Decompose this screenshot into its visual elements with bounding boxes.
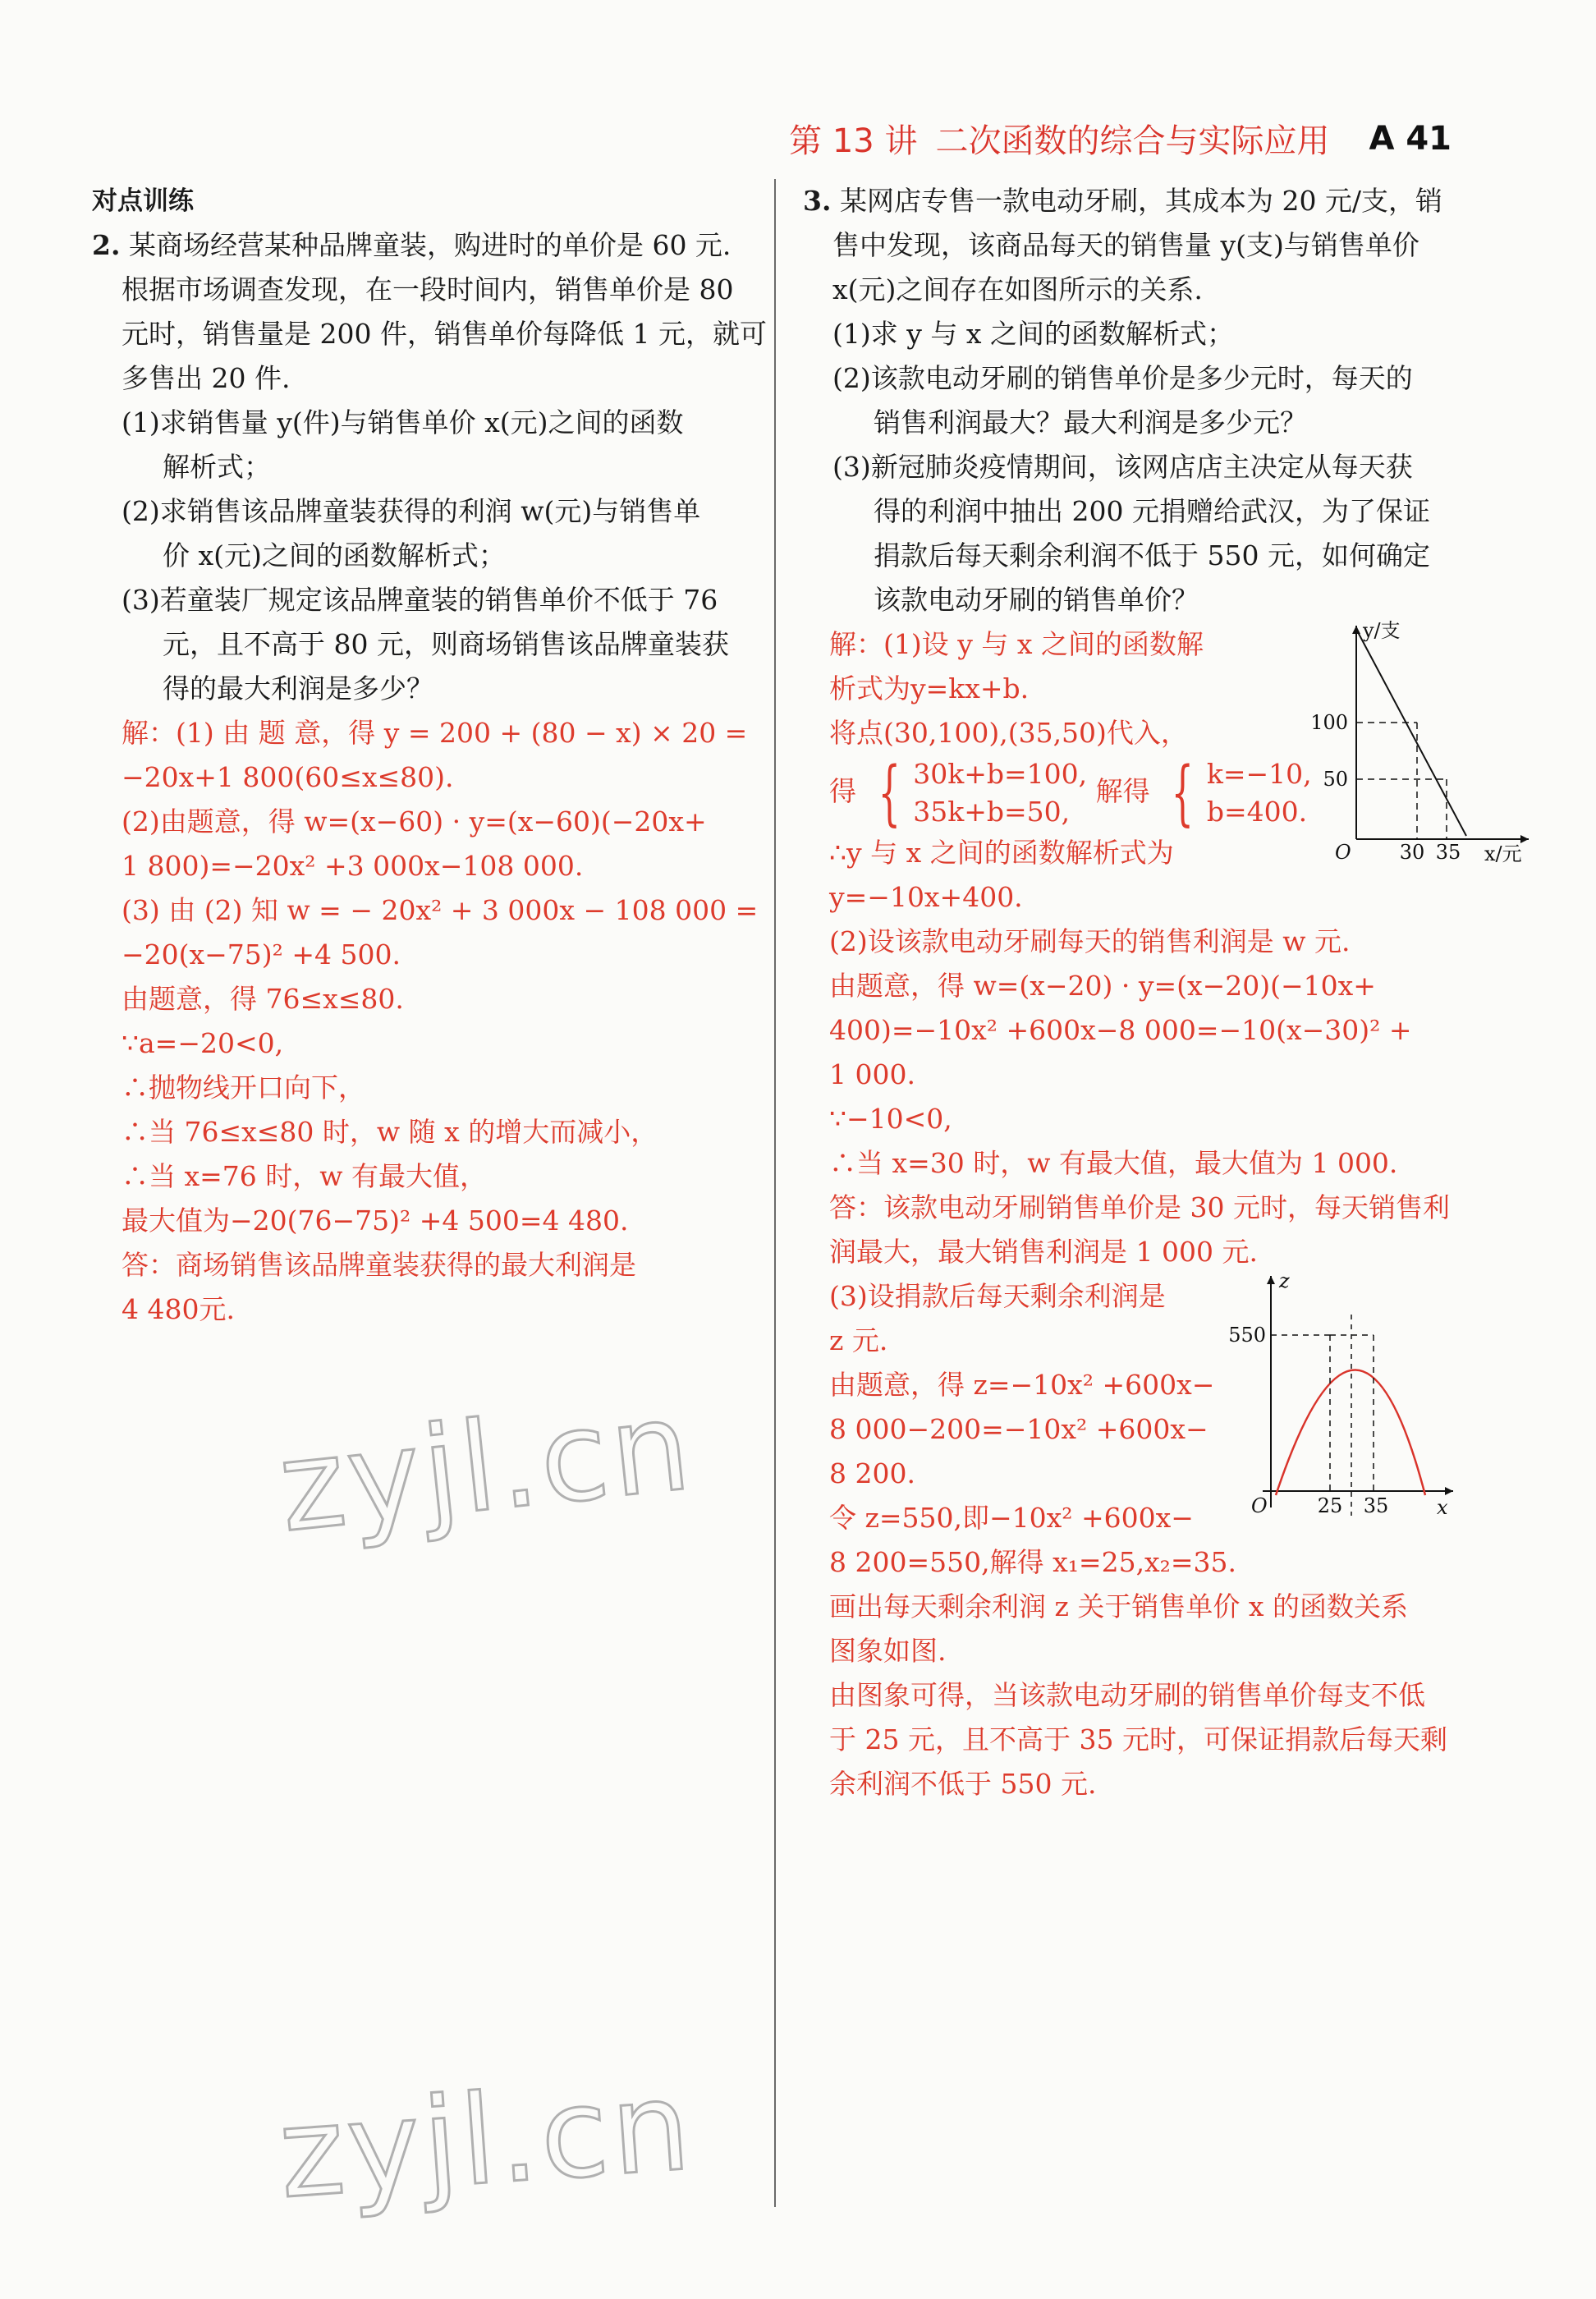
solution-line: y=−10x+400. bbox=[829, 881, 1023, 913]
question-part-line: 销售利润最大？最大利润是多少元？ bbox=[874, 406, 1307, 438]
solution-line: 由题意，得 z=−10x² +600x− bbox=[829, 1369, 1215, 1401]
question-part-line: 捐款后每天剩余利润不低于 550 元，如何确定 bbox=[874, 539, 1430, 571]
watermark: zyjl.cn bbox=[274, 2054, 698, 2227]
question-text-line: 售中发现，该商品每天的销售量 y(支)与销售单价 bbox=[832, 229, 1419, 261]
solution-line: 画出每天剩余利润 z 关于销售单价 x 的函数关系 bbox=[829, 1590, 1408, 1622]
solution-line: ∴当 x=30 时，w 有最大值，最大值为 1 000. bbox=[829, 1147, 1398, 1179]
solution-line: 4 480元. bbox=[122, 1293, 235, 1325]
solution-line: ∴当 76≤x≤80 时，w 随 x 的增大而减小， bbox=[122, 1116, 658, 1148]
equation-system-line bbox=[829, 752, 1312, 834]
equation: b=400. bbox=[1206, 796, 1308, 828]
column-divider bbox=[774, 179, 776, 2207]
x-axis-label: x/元 bbox=[1484, 842, 1522, 865]
de-label: 得 bbox=[829, 775, 856, 807]
equation-system-b bbox=[1158, 752, 1312, 834]
x-tick-label: 30 bbox=[1399, 841, 1424, 864]
page-header bbox=[789, 115, 1452, 162]
solution-line: −20(x−75)² +4 500. bbox=[122, 938, 401, 971]
equation-system-a bbox=[865, 752, 1088, 834]
x-tick-label: 35 bbox=[1363, 1494, 1389, 1517]
solution-line: z 元. bbox=[829, 1324, 888, 1356]
solution-line: 1 000. bbox=[829, 1058, 915, 1090]
question-part-line: 得的最大利润是多少？ bbox=[163, 672, 433, 704]
solution-line: 1 800)=−20x² +3 000x−108 000. bbox=[122, 850, 584, 882]
question-part-line: (1)求销售量 y(件)与销售单价 x(元)之间的函数 bbox=[122, 406, 684, 438]
question-3 bbox=[803, 179, 1460, 622]
solution-line: (3) 由 (2) 知 w = − 20x² + 3 000x − 108 000 = bbox=[122, 894, 759, 926]
lecture-number: 第 13 讲 bbox=[789, 122, 918, 160]
linear-graph bbox=[1309, 617, 1537, 865]
question-part-line: (1)求 y 与 x 之间的函数解析式； bbox=[832, 318, 1234, 350]
question-text-line: 元时，销售量是 200 件，销售单价每降低 1 元，就可 bbox=[122, 318, 767, 350]
solution-line: 将点(30,100),(35,50)代入， bbox=[829, 717, 1188, 749]
question-part-line: 价 x(元)之间的函数解析式； bbox=[163, 539, 506, 571]
equation: 30k+b=100, bbox=[913, 758, 1088, 790]
question-text-line: 某网店专售一款电动牙刷，其成本为 20 元/支，销 bbox=[839, 185, 1443, 217]
right-column bbox=[803, 179, 1522, 1806]
question-part-line: (3)若童装厂规定该品牌童装的销售单价不低于 76 bbox=[122, 584, 718, 616]
solution-line: 答：商场销售该品牌童装获得的最大利润是 bbox=[122, 1249, 636, 1281]
solution-line: −20x+1 800(60≤x≤80). bbox=[122, 761, 454, 793]
solution-line: 图象如图. bbox=[829, 1635, 947, 1667]
question-part-line: 解析式； bbox=[163, 451, 271, 483]
y-tick-label: 50 bbox=[1323, 768, 1348, 791]
solution-line: 400)=−10x² +600x−8 000=−10(x−30)² + bbox=[829, 1014, 1412, 1046]
solution-line: 解：(1) 由 题 意，得 y = 200 + (80 − x) × 20 = bbox=[122, 717, 748, 749]
solution-line: 解：(1)设 y 与 x 之间的函数解 bbox=[829, 628, 1204, 660]
solution-line: 由题意，得 w=(x−20) · y=(x−20)(−10x+ bbox=[829, 970, 1376, 1002]
y-tick-label: 550 bbox=[1228, 1324, 1266, 1347]
solution-line: 8 200=550,解得 x₁=25,x₂=35. bbox=[829, 1546, 1237, 1578]
question-text-line: x(元)之间存在如图所示的关系. bbox=[832, 273, 1203, 305]
question-part-line: (3)新冠肺炎疫情期间，该网店店主决定从每天获 bbox=[832, 451, 1413, 483]
graph-line bbox=[1358, 632, 1466, 836]
equation: 35k+b=50, bbox=[913, 796, 1071, 828]
x-axis-arrow-icon bbox=[1445, 1487, 1453, 1495]
lecture-topic: 二次函数的综合与实际应用 bbox=[935, 122, 1330, 160]
left-brace-icon: { bbox=[878, 752, 901, 834]
y-axis-arrow-icon bbox=[1352, 626, 1360, 634]
solution-line: 余利润不低于 550 元. bbox=[829, 1768, 1097, 1800]
watermark: zyjl.cn bbox=[273, 1374, 699, 1560]
solution-line: 8 200. bbox=[829, 1457, 915, 1489]
y-tick-label: 100 bbox=[1309, 711, 1348, 734]
question-part-line: (2)该款电动牙刷的销售单价是多少元时，每天的 bbox=[832, 362, 1413, 394]
parabola-graph bbox=[1222, 1269, 1460, 1524]
solution-line: 于 25 元，且不高于 35 元时，可保证捐款后每天剩 bbox=[829, 1723, 1447, 1755]
question-part-line: 得的利润中抽出 200 元捐赠给武汉，为了保证 bbox=[874, 495, 1430, 527]
section-heading: 对点训练 bbox=[92, 186, 194, 216]
solution-line: (2)设该款电动牙刷每天的销售利润是 w 元. bbox=[829, 925, 1351, 957]
question-number: 3. bbox=[803, 185, 832, 217]
solution-line: 由图象可得，当该款电动牙刷的销售单价每支不低 bbox=[829, 1679, 1425, 1711]
solution-2 bbox=[92, 711, 759, 1332]
solution-line: 润最大，最大销售利润是 1 000 元. bbox=[829, 1236, 1258, 1268]
solution-3 bbox=[803, 619, 1522, 1806]
equation: k=−10, bbox=[1206, 758, 1312, 790]
question-part-line: 元，且不高于 80 元，则商场销售该品牌童装获 bbox=[163, 628, 729, 660]
solution-line: 最大值为−20(76−75)² +4 500=4 480. bbox=[122, 1205, 629, 1237]
origin-label: O bbox=[1334, 841, 1351, 864]
question-2 bbox=[92, 223, 767, 711]
x-tick-label: 25 bbox=[1317, 1494, 1343, 1517]
solution-line: (2)由题意，得 w=(x−60) · y=(x−60)(−20x+ bbox=[122, 805, 707, 837]
y-axis-label: z bbox=[1279, 1269, 1290, 1292]
solution-line: 答：该款电动牙刷销售单价是 30 元时，每天销售利 bbox=[829, 1191, 1450, 1223]
question-text-line: 根据市场调查发现，在一段时间内，销售单价是 80 bbox=[122, 273, 734, 305]
solution-line: 析式为y=kx+b. bbox=[829, 672, 1030, 704]
solution-line: (3)设捐款后每天剩余利润是 bbox=[829, 1280, 1166, 1312]
solution-line: 8 000−200=−10x² +600x− bbox=[829, 1413, 1208, 1445]
solution-part-3 bbox=[829, 1269, 1460, 1540]
question-text-line: 多售出 20 件. bbox=[122, 362, 291, 394]
solution-line: ∵a=−20<0, bbox=[122, 1027, 284, 1059]
solution-line: ∴抛物线开口向下， bbox=[122, 1071, 365, 1104]
solution-line: ∴y 与 x 之间的函数解析式为 bbox=[829, 837, 1174, 869]
x-tick-label: 35 bbox=[1435, 841, 1461, 864]
x-axis-label: x bbox=[1437, 1496, 1448, 1519]
parabola-curve bbox=[1276, 1370, 1425, 1496]
solution-line: ∴当 x=76 时，w 有最大值， bbox=[122, 1160, 487, 1192]
solution-line: 令 z=550,即−10x² +600x− bbox=[829, 1502, 1194, 1534]
left-brace-icon: { bbox=[1171, 752, 1195, 834]
solution-line: 由题意，得 76≤x≤80. bbox=[122, 983, 404, 1015]
left-column bbox=[92, 179, 767, 1332]
solution-line: ∵−10<0, bbox=[829, 1103, 952, 1135]
question-part-line: (2)求销售该品牌童装获得的利润 w(元)与销售单 bbox=[122, 495, 701, 527]
y-axis-arrow-icon bbox=[1267, 1276, 1275, 1284]
solution-part-1 bbox=[829, 619, 1522, 920]
y-axis-label: y/支 bbox=[1362, 619, 1401, 642]
jiede-label: 解得 bbox=[1095, 775, 1150, 807]
question-number: 2. bbox=[92, 229, 121, 261]
question-text-line: 某商场经营某种品牌童装，购进时的单价是 60 元. bbox=[128, 229, 732, 261]
origin-label: O bbox=[1251, 1494, 1268, 1517]
question-part-line: 该款电动牙刷的销售单价？ bbox=[874, 584, 1199, 616]
page-number: A 41 bbox=[1369, 119, 1452, 158]
